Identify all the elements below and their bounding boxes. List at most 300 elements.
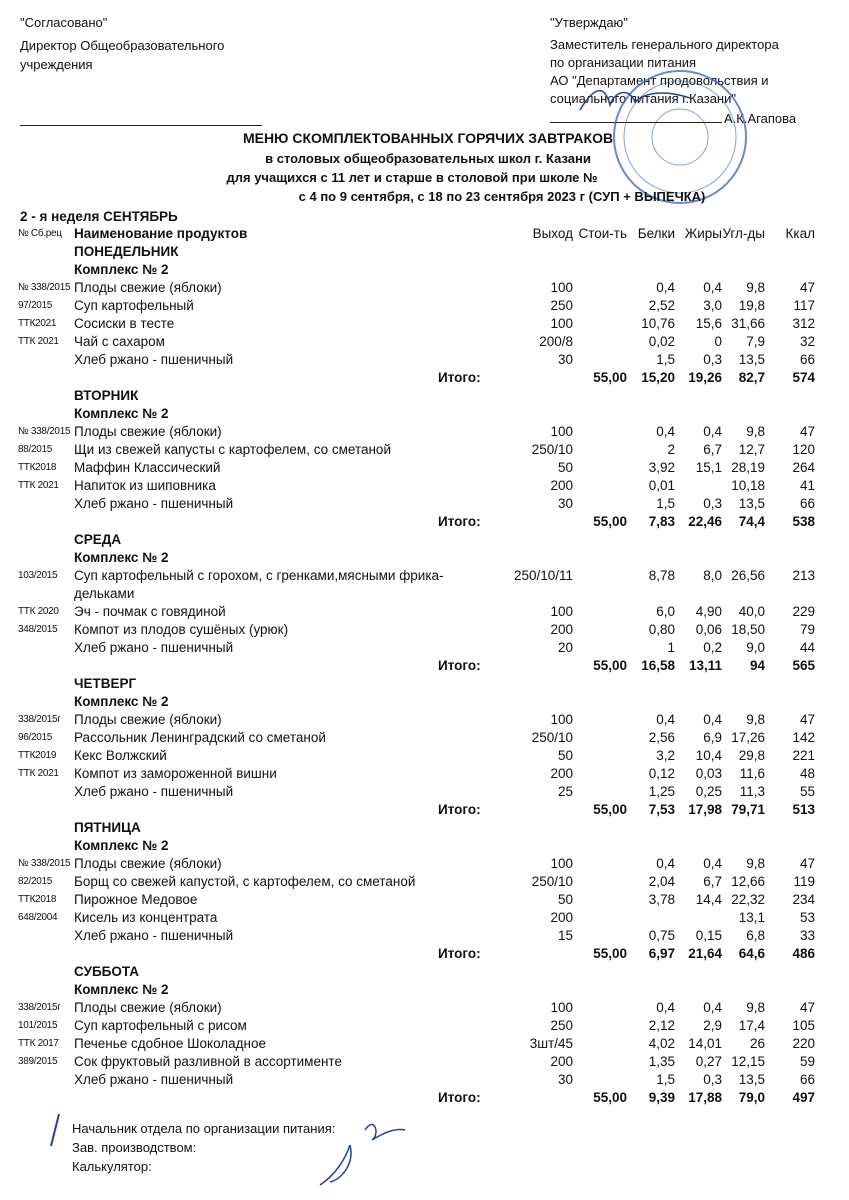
title-line3: для учащихся с 11 лет и старше в столовой при школе № xyxy=(226,170,598,185)
total-label: Итого: xyxy=(438,658,481,673)
portion: 200/8 xyxy=(539,334,573,349)
complex-heading xyxy=(0,261,849,279)
total-kcal: 513 xyxy=(792,802,815,817)
protein: 3,78 xyxy=(648,892,675,907)
carbs: 17,4 xyxy=(738,1018,765,1033)
table-row xyxy=(0,351,849,369)
table-row xyxy=(0,459,849,477)
protein: 4,02 xyxy=(648,1036,675,1051)
kcal: 66 xyxy=(799,1072,815,1087)
total-fat: 21,64 xyxy=(688,946,722,961)
protein: 0,01 xyxy=(648,478,675,493)
table-row xyxy=(0,1053,849,1071)
carbs: 13,5 xyxy=(738,352,765,367)
fat: 14,4 xyxy=(695,892,722,907)
day-name: ЧЕТВЕРГ xyxy=(74,676,137,691)
approval-right-line1: Заместитель генерального директора xyxy=(550,37,779,52)
fat: 0,03 xyxy=(695,766,722,781)
product-name: Суп картофельный xyxy=(74,298,194,313)
total-protein: 7,83 xyxy=(648,514,675,529)
recipe-code: ТТК2018 xyxy=(18,894,57,905)
kcal: 47 xyxy=(799,856,815,871)
kcal: 312 xyxy=(792,316,815,331)
protein: 0,4 xyxy=(656,1000,675,1015)
total-protein: 9,39 xyxy=(648,1090,675,1105)
footer-line2: Зав. производством: xyxy=(72,1140,197,1155)
carbs: 13,1 xyxy=(738,910,765,925)
kcal: 53 xyxy=(799,910,815,925)
kcal: 41 xyxy=(799,478,815,493)
carbs: 11,3 xyxy=(739,784,765,799)
product-name: Маффин Классический xyxy=(74,460,221,475)
kcal: 79 xyxy=(799,622,815,637)
recipe-code: ТТК2019 xyxy=(18,750,57,761)
signature-line-left xyxy=(20,125,262,126)
column-header-carbs: Угл-ды xyxy=(722,226,765,241)
table-row xyxy=(0,297,849,315)
protein: 1,25 xyxy=(648,784,675,799)
carbs: 28,19 xyxy=(731,460,765,475)
total-cost: 55,00 xyxy=(593,946,627,961)
fat: 4,90 xyxy=(695,604,722,619)
fat: 8,0 xyxy=(703,568,722,583)
total-kcal: 497 xyxy=(792,1090,815,1105)
table-row xyxy=(0,621,849,639)
approval-right-line2: по организации питания xyxy=(550,55,697,70)
table-header xyxy=(0,225,849,243)
protein: 3,2 xyxy=(656,748,675,763)
recipe-code: ТТК2021 xyxy=(18,318,57,329)
kcal: 142 xyxy=(792,730,815,745)
portion: 20 xyxy=(557,640,573,655)
recipe-code: 389/2015 xyxy=(18,1056,58,1067)
kcal: 213 xyxy=(792,568,815,583)
carbs: 13,5 xyxy=(738,496,765,511)
protein: 0,12 xyxy=(648,766,675,781)
carbs: 9,8 xyxy=(746,280,765,295)
kcal: 220 xyxy=(792,1036,815,1051)
title-line4: с 4 по 9 сентября, с 18 по 23 сентября 2023 г (СУП + ВЫПЕЧКА) xyxy=(298,189,706,204)
kcal: 66 xyxy=(799,496,815,511)
portion: 50 xyxy=(557,892,573,907)
table-row xyxy=(0,1017,849,1035)
total-kcal: 486 xyxy=(792,946,815,961)
total-kcal: 538 xyxy=(792,514,815,529)
protein: 8,78 xyxy=(648,568,675,583)
recipe-code: 348/2015 xyxy=(18,624,58,635)
complex-name: Комплекс № 2 xyxy=(74,262,169,277)
total-protein: 16,58 xyxy=(641,658,675,673)
fat: 0,4 xyxy=(703,712,722,727)
complex-name: Комплекс № 2 xyxy=(74,550,169,565)
total-row xyxy=(0,369,849,387)
fat: 10,4 xyxy=(695,748,722,763)
fat: 0,4 xyxy=(703,424,722,439)
footer-line1: Начальник отдела по организации питания: xyxy=(72,1121,336,1136)
portion: 200 xyxy=(550,478,573,493)
total-kcal: 565 xyxy=(792,658,815,673)
column-header-kcal: Ккал xyxy=(785,226,815,241)
protein: 2,52 xyxy=(648,298,675,313)
protein: 0,80 xyxy=(648,622,675,637)
day-heading xyxy=(0,243,849,261)
product-name: Плоды свежие (яблоки) xyxy=(74,712,222,727)
product-name: Сок фруктовый разливной в ассортименте xyxy=(74,1054,342,1069)
recipe-code: 96/2015 xyxy=(18,732,53,743)
fat: 2,9 xyxy=(703,1018,722,1033)
table-row xyxy=(0,495,849,513)
product-name: Напиток из шиповника xyxy=(74,478,216,493)
carbs: 26 xyxy=(749,1036,765,1051)
fat: 0,4 xyxy=(703,280,722,295)
recipe-code: № 338/2015 xyxy=(18,426,71,437)
fat: 0 xyxy=(714,334,722,349)
protein: 0,75 xyxy=(648,928,675,943)
recipe-code: ТТК 2021 xyxy=(18,336,59,347)
protein: 2,04 xyxy=(648,874,675,889)
column-header-cost: Стои-ть xyxy=(578,226,627,241)
kcal: 229 xyxy=(792,604,815,619)
fat: 15,6 xyxy=(695,316,722,331)
kcal: 221 xyxy=(792,748,815,763)
product-name: Кисель из концентрата xyxy=(74,910,218,925)
recipe-code: 97/2015 xyxy=(18,300,53,311)
day-name: СУББОТА xyxy=(74,964,140,979)
total-fat: 19,26 xyxy=(688,370,722,385)
kcal: 47 xyxy=(799,424,815,439)
product-name: Плоды свежие (яблоки) xyxy=(74,280,222,295)
table-row xyxy=(0,315,849,333)
kcal: 119 xyxy=(793,874,815,889)
total-carbs: 82,7 xyxy=(738,370,765,385)
fat: 0,27 xyxy=(695,1054,722,1069)
fat: 0,15 xyxy=(695,928,722,943)
product-name: Чай с сахаром xyxy=(74,334,165,349)
table-row xyxy=(0,999,849,1017)
title-line2: в столовых общеобразовательных школ г. Казани xyxy=(265,151,591,166)
table-row xyxy=(0,747,849,765)
complex-heading xyxy=(0,837,849,855)
day-name: ПОНЕДЕЛЬНИК xyxy=(74,244,179,259)
carbs: 9,0 xyxy=(746,640,765,655)
total-row xyxy=(0,513,849,531)
protein: 0,4 xyxy=(656,712,675,727)
approval-left-line1: Директор Общеобразовательного xyxy=(20,38,225,53)
protein: 10,76 xyxy=(641,316,675,331)
carbs: 17,26 xyxy=(731,730,765,745)
total-carbs: 94 xyxy=(749,658,765,673)
fat: 15,1 xyxy=(695,460,722,475)
portion: 100 xyxy=(550,1000,573,1015)
product-name: Хлеб ржано - пшеничный xyxy=(74,496,234,511)
table-row xyxy=(0,279,849,297)
total-protein: 6,97 xyxy=(648,946,675,961)
portion: 250/10 xyxy=(531,874,573,889)
kcal: 33 xyxy=(799,928,815,943)
total-protein: 7,53 xyxy=(648,802,675,817)
portion: 250/10 xyxy=(531,730,573,745)
portion: 200 xyxy=(550,1054,573,1069)
portion: 30 xyxy=(557,1072,573,1087)
total-label: Итого: xyxy=(438,370,481,385)
product-name: Эч - почмак с говядиной xyxy=(74,604,226,619)
carbs: 18,50 xyxy=(731,622,765,637)
total-cost: 55,00 xyxy=(593,514,627,529)
total-cost: 55,00 xyxy=(593,1090,627,1105)
total-cost: 55,00 xyxy=(593,802,627,817)
kcal: 105 xyxy=(792,1018,815,1033)
complex-name: Комплекс № 2 xyxy=(74,982,169,997)
signature-mark-icon xyxy=(45,1110,65,1150)
carbs: 13,5 xyxy=(738,1072,765,1087)
product-name: Компот из замороженной вишни xyxy=(74,766,277,781)
portion: 50 xyxy=(557,460,573,475)
portion: 25 xyxy=(557,784,573,799)
carbs: 26,56 xyxy=(731,568,765,583)
approval-right-title: "Утверждаю" xyxy=(550,15,628,30)
total-label: Итого: xyxy=(438,946,481,961)
table-row xyxy=(0,711,849,729)
table-row xyxy=(0,765,849,783)
kcal: 32 xyxy=(799,334,815,349)
protein: 6,0 xyxy=(656,604,675,619)
portion: 3шт/45 xyxy=(529,1036,573,1051)
footer-line3: Калькулятор: xyxy=(72,1159,152,1174)
total-fat: 22,46 xyxy=(688,514,722,529)
carbs: 22,32 xyxy=(731,892,765,907)
fat: 0,25 xyxy=(695,784,722,799)
carbs: 9,8 xyxy=(746,712,765,727)
carbs: 29,8 xyxy=(738,748,765,763)
total-row xyxy=(0,945,849,963)
fat: 0,4 xyxy=(703,1000,722,1015)
kcal: 47 xyxy=(799,1000,815,1015)
complex-heading xyxy=(0,405,849,423)
total-fat: 17,88 xyxy=(688,1090,722,1105)
recipe-code: 338/2015г xyxy=(18,714,61,725)
portion: 30 xyxy=(557,496,573,511)
recipe-code: ТТК 2020 xyxy=(18,606,59,617)
total-protein: 15,20 xyxy=(641,370,675,385)
kcal: 48 xyxy=(799,766,815,781)
carbs: 12,7 xyxy=(738,442,765,457)
day-heading xyxy=(0,963,849,981)
day-name: ВТОРНИК xyxy=(74,388,139,403)
protein: 2,12 xyxy=(648,1018,675,1033)
recipe-code: 338/2015г xyxy=(18,1002,61,1013)
fat: 3,0 xyxy=(703,298,722,313)
fat: 0,3 xyxy=(703,352,722,367)
protein: 2,56 xyxy=(648,730,675,745)
protein: 1 xyxy=(667,640,675,655)
recipe-code: 103/2015 xyxy=(18,570,58,581)
table-row xyxy=(0,585,849,603)
day-heading xyxy=(0,819,849,837)
carbs: 12,66 xyxy=(731,874,765,889)
table-row xyxy=(0,603,849,621)
table-row xyxy=(0,333,849,351)
total-cost: 55,00 xyxy=(593,370,627,385)
table-row xyxy=(0,909,849,927)
protein: 2 xyxy=(667,442,675,457)
table-row xyxy=(0,1035,849,1053)
product-name: дельками xyxy=(74,586,135,601)
total-carbs: 74,4 xyxy=(738,514,765,529)
carbs: 40,0 xyxy=(738,604,765,619)
total-carbs: 79,0 xyxy=(738,1090,765,1105)
column-header-portion: Выход xyxy=(532,226,573,241)
complex-name: Комплекс № 2 xyxy=(74,694,169,709)
table-row xyxy=(0,783,849,801)
portion: 30 xyxy=(557,352,573,367)
product-name: Борщ со свежей капустой, с картофелем, со сметаной xyxy=(74,874,416,889)
total-row xyxy=(0,657,849,675)
product-name: Суп картофельный с рисом xyxy=(74,1018,247,1033)
day-name: ПЯТНИЦА xyxy=(74,820,141,835)
product-name: Рассольник Ленинградский со сметаной xyxy=(74,730,326,745)
product-name: Хлеб ржано - пшеничный xyxy=(74,640,234,655)
recipe-code: № 338/2015 xyxy=(18,858,71,869)
complex-heading xyxy=(0,693,849,711)
approval-left-line2: учреждения xyxy=(20,57,93,72)
product-name: Щи из свежей капусты с картофелем, со сметаной xyxy=(74,442,391,457)
product-name: Хлеб ржано - пшеничный xyxy=(74,784,234,799)
column-header-fat: Жиры xyxy=(684,226,722,241)
kcal: 44 xyxy=(799,640,815,655)
day-heading xyxy=(0,675,849,693)
carbs: 7,9 xyxy=(746,334,765,349)
day-name: СРЕДА xyxy=(74,532,122,547)
kcal: 117 xyxy=(793,298,815,313)
protein: 0,02 xyxy=(648,334,675,349)
carbs: 10,18 xyxy=(731,478,765,493)
portion: 200 xyxy=(550,766,573,781)
kcal: 234 xyxy=(792,892,815,907)
product-name: Пирожное Медовое xyxy=(74,892,198,907)
table-row xyxy=(0,477,849,495)
total-label: Итого: xyxy=(438,802,481,817)
fat: 0,4 xyxy=(703,856,722,871)
complex-heading xyxy=(0,981,849,999)
carbs: 9,8 xyxy=(746,856,765,871)
recipe-code: ТТК 2021 xyxy=(18,768,59,779)
complex-name: Комплекс № 2 xyxy=(74,838,169,853)
recipe-code: 88/2015 xyxy=(18,444,53,455)
product-name: Хлеб ржано - пшеничный xyxy=(74,352,234,367)
approval-right-line4: социального питания г.Казани" xyxy=(550,91,736,106)
carbs: 9,8 xyxy=(746,1000,765,1015)
total-row xyxy=(0,1089,849,1107)
product-name: Печенье сдобное Шоколадное xyxy=(74,1036,267,1051)
portion: 250/10/11 xyxy=(513,568,573,583)
table-row xyxy=(0,729,849,747)
total-fat: 17,98 xyxy=(688,802,722,817)
total-row xyxy=(0,801,849,819)
product-name: Сосиски в тесте xyxy=(74,316,175,331)
protein: 0,4 xyxy=(656,280,675,295)
complex-name: Комплекс № 2 xyxy=(74,406,169,421)
protein: 1,35 xyxy=(648,1054,675,1069)
carbs: 19,8 xyxy=(738,298,765,313)
approval-signer: А.К.Агапова xyxy=(724,111,797,126)
day-heading xyxy=(0,387,849,405)
column-header-code: № Сб.рец xyxy=(18,228,62,239)
product-name: Хлеб ржано - пшеничный xyxy=(74,928,234,943)
carbs: 12,15 xyxy=(731,1054,765,1069)
carbs: 11,6 xyxy=(739,766,765,781)
recipe-code: ТТК 2021 xyxy=(18,480,59,491)
table-row xyxy=(0,441,849,459)
fat: 14,01 xyxy=(688,1036,722,1051)
product-name: Компот из плодов сушёных (урюк) xyxy=(74,622,289,637)
carbs: 31,66 xyxy=(731,316,765,331)
recipe-code: ТТК 2017 xyxy=(18,1038,59,1049)
table-row xyxy=(0,639,849,657)
protein: 3,92 xyxy=(648,460,675,475)
product-name: Плоды свежие (яблоки) xyxy=(74,424,222,439)
portion: 100 xyxy=(550,604,573,619)
product-name: Плоды свежие (яблоки) xyxy=(74,1000,222,1015)
total-label: Итого: xyxy=(438,1090,481,1105)
portion: 250 xyxy=(550,1018,573,1033)
protein: 1,5 xyxy=(656,496,675,511)
signature-icon xyxy=(575,80,695,120)
total-cost: 55,00 xyxy=(593,658,627,673)
total-carbs: 64,6 xyxy=(738,946,765,961)
recipe-code: ТТК2018 xyxy=(18,462,57,473)
portion: 250/10 xyxy=(531,442,573,457)
table-row xyxy=(0,873,849,891)
week-label: 2 - я неделя СЕНТЯБРЬ xyxy=(20,209,178,224)
fat: 6,7 xyxy=(703,874,722,889)
protein: 1,5 xyxy=(656,1072,675,1087)
fat: 0,3 xyxy=(703,496,722,511)
fat: 6,9 xyxy=(703,730,722,745)
table-row xyxy=(0,567,849,585)
kcal: 47 xyxy=(799,280,815,295)
kcal: 264 xyxy=(792,460,815,475)
table-row xyxy=(0,1071,849,1089)
fat: 6,7 xyxy=(703,442,722,457)
recipe-code: 648/2004 xyxy=(18,912,58,923)
kcal: 66 xyxy=(799,352,815,367)
total-kcal: 574 xyxy=(792,370,815,385)
table-row xyxy=(0,891,849,909)
portion: 50 xyxy=(557,748,573,763)
recipe-code: 101/2015 xyxy=(18,1020,58,1031)
portion: 100 xyxy=(550,856,573,871)
kcal: 120 xyxy=(792,442,815,457)
column-header-protein: Белки xyxy=(637,226,675,241)
day-heading xyxy=(0,531,849,549)
carbs: 6,8 xyxy=(746,928,765,943)
carbs: 9,8 xyxy=(746,424,765,439)
kcal: 55 xyxy=(799,784,815,799)
portion: 200 xyxy=(550,910,573,925)
fat: 0,2 xyxy=(703,640,722,655)
portion: 100 xyxy=(550,424,573,439)
product-name: Кекс Волжский xyxy=(74,748,167,763)
approval-left-title: "Согласовано" xyxy=(20,15,108,30)
fat: 0,06 xyxy=(695,622,722,637)
total-carbs: 79,71 xyxy=(731,802,765,817)
kcal: 59 xyxy=(799,1054,815,1069)
portion: 15 xyxy=(557,928,573,943)
total-label: Итого: xyxy=(438,514,481,529)
product-name: Плоды свежие (яблоки) xyxy=(74,856,222,871)
product-name: Суп картофельный с горохом, с гренками,мясными фрика- xyxy=(74,568,444,583)
product-name: Хлеб ржано - пшеничный xyxy=(74,1072,234,1087)
